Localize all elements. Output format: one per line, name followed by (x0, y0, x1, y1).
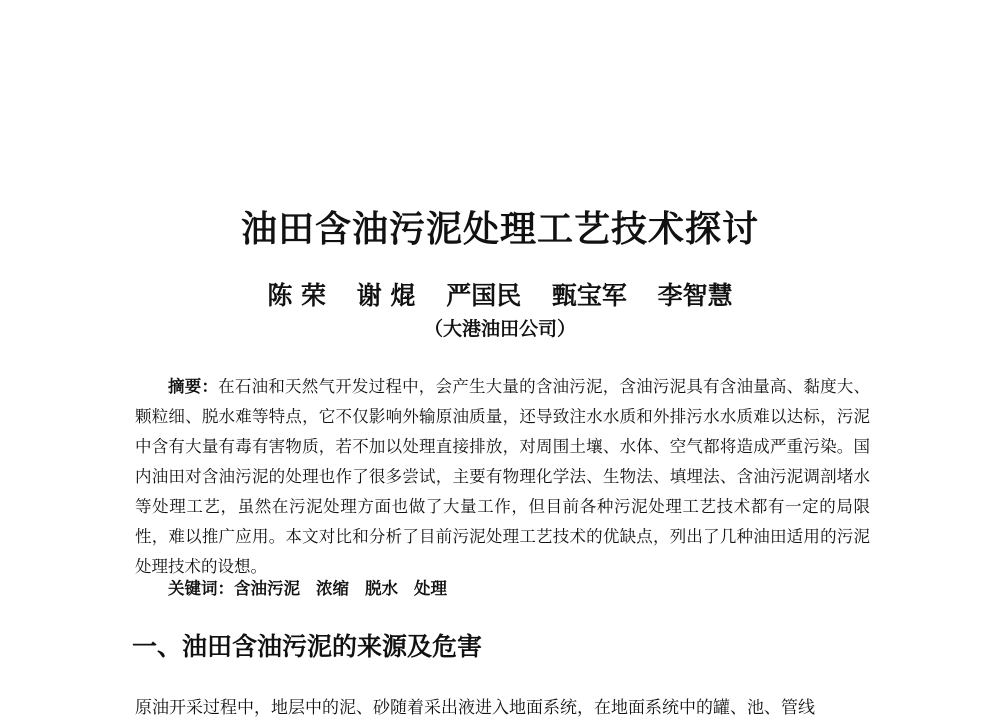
keywords-line (168, 575, 463, 603)
author-affiliation: （大港油田公司） (423, 318, 576, 340)
abstract-text: 在石油和天然气开发过程中，会产生大量的含油污泥，含油污泥具有含油量高、黏度大、颗粒细、脱水难等特点，它不仅影响外输原油质量，还导致注水水质和外排污水水质难以达标，污泥中含有大量有毒有害物质，若不加以处理直接排放，对周围土壤、水体、空气都将造成严重污染。国内油田对含油污泥的处理也作了很多尝试，主要有物理化学法、生物法、填埋法、含油污泥调剖堵水等处理工艺，虽然在污泥处理方面也做了大量工作，但目前各种污泥处理工艺技术都有一定的局限性，难以推广应用。本文对比和分析了目前污泥处理工艺技术的优缺点，列出了几种油田适用的污泥处理技术的设想。 (135, 377, 871, 576)
paper-title: 油田含油污泥处理工艺技术探讨 (240, 208, 759, 250)
keywords-label: 关键词： (168, 579, 234, 598)
abstract-label: 摘要： (168, 377, 219, 396)
author-name: 谢 焜 (356, 281, 416, 310)
keyword: 处理 (414, 579, 447, 598)
keyword: 含油污泥 (234, 579, 300, 598)
abstract-paragraph (135, 372, 870, 582)
author-name: 甄宝军 (551, 281, 627, 310)
keyword: 脱水 (365, 579, 398, 598)
author-list (0, 280, 1000, 312)
author-name: 严国民 (446, 281, 522, 310)
author-name: 李智慧 (657, 281, 733, 310)
keyword: 浓缩 (316, 579, 349, 598)
section-heading: 一、油田含油污泥的来源及危害 (132, 632, 483, 661)
body-paragraph: 原油开采过程中，地层中的泥、砂随着采出液进入地面系统，在地面系统中的罐、池、管线 (135, 698, 815, 717)
author-name: 陈 荣 (267, 281, 327, 310)
